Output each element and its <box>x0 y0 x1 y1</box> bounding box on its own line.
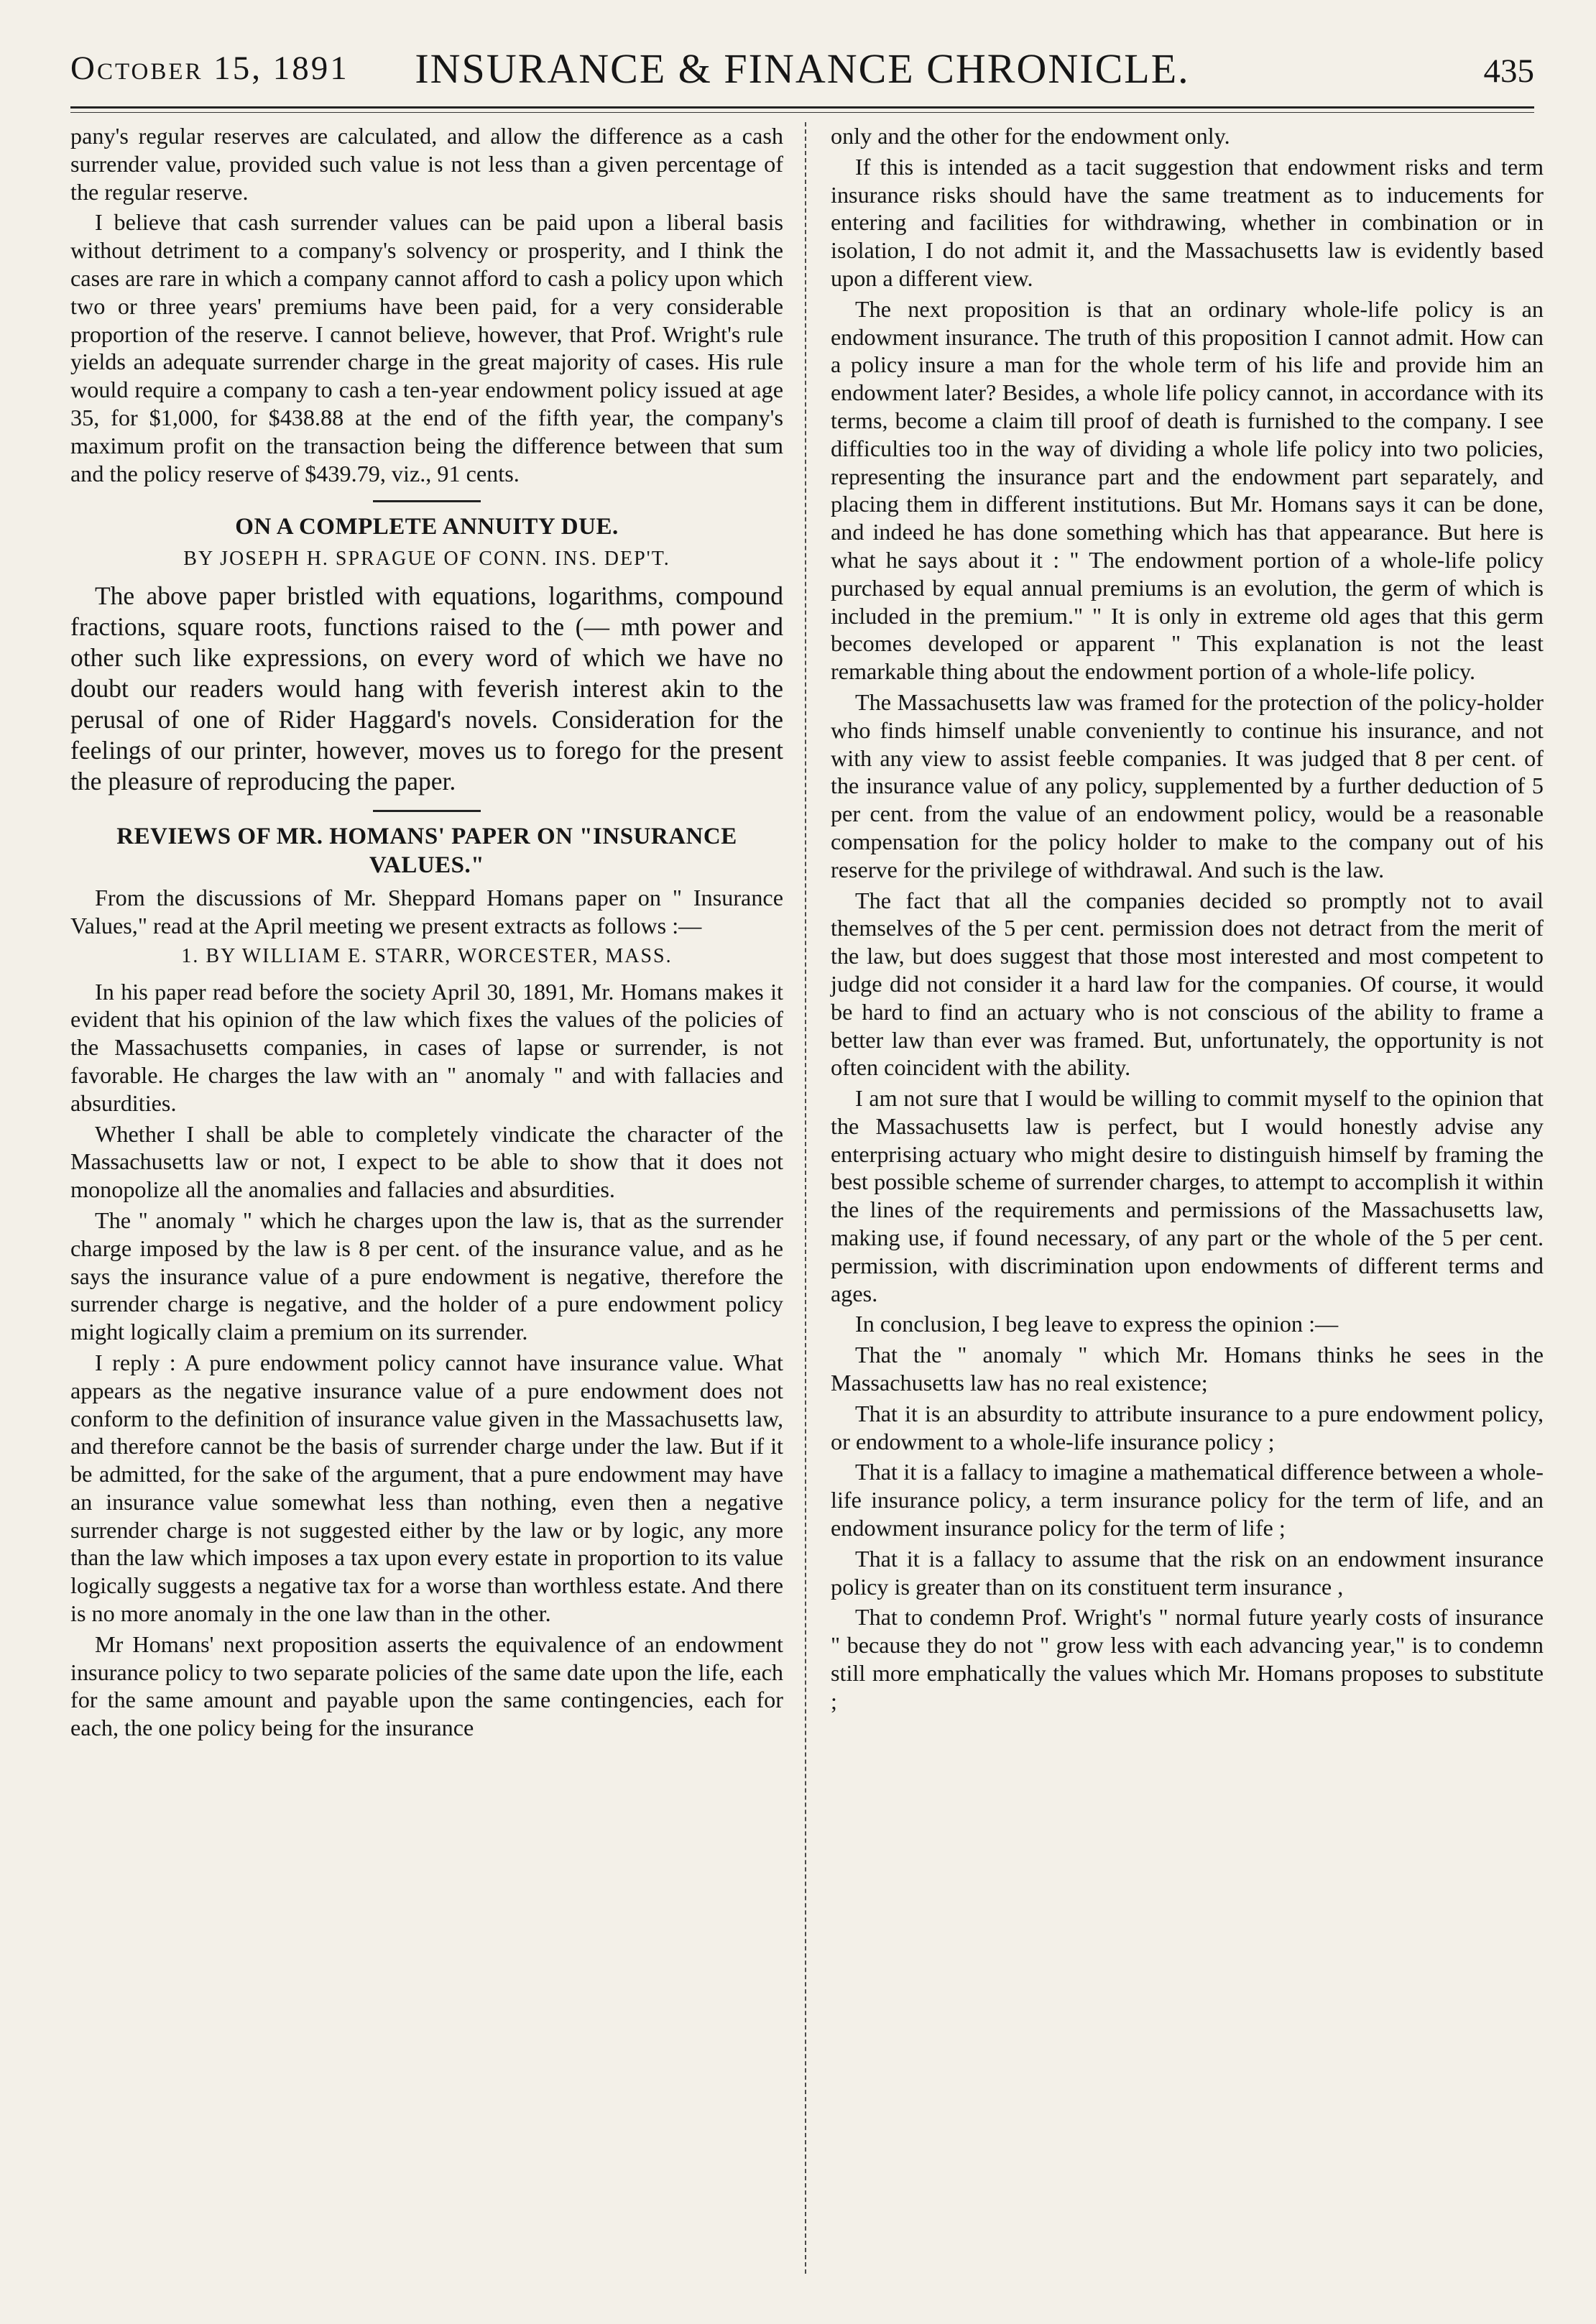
paragraph: The Massachusetts law was framed for the protection of the policy-holder who finds himself unable conveniently to continue his insurance, and not with any view to assist feeble companies. It was judged that 8 per cent. of the insurance value of any policy, supplemented by a further deduction of 5 per cent. from the value of an endowment policy, would be a reasonable compensation for the policy holder to make to the company out of his reserve for the privilege of withdrawal. And such is the law. <box>831 688 1544 882</box>
paragraph: pany's regular reserves are calculated, and allow the difference as a cash surrender value, provided such value is not less than a given percentage of the regular reserve. <box>70 123 783 205</box>
paragraph: I reply : A pure endowment policy cannot have insurance value. What appears as the negative insurance value of a pure endowment does not conform to the definition of insurance value given in the Massachusetts law, and therefore cannot be the basis of surrender charge under the law. But if it be admitted, for the sake of the argument, that a pure endowment may have an insurance value somewhat less than nothing, even then a negative surrender charge is not suggested either by the law or by logic, any more than the law which imposes a tax upon every estate in proportion to its value logically suggests a negative tax for a worse than worthless estate. And there is no more anomaly in the one law than in the other. <box>70 1349 783 1627</box>
paragraph: Whether I shall be able to completely vindicate the character of the Massachusetts law or not, I expect to be able to show that it does not monopolize all the anomalies and fallacies and absurdities. <box>70 1120 783 1203</box>
paragraph: Mr Homans' next proposition asserts the equivalence of an endowment insurance policy to two separate policies of the same date upon the life, each for the same amount and payable upon the same contingencies, each for each, the one policy being for the insurance <box>70 1631 783 1741</box>
paragraph: That to condemn Prof. Wright's " normal future yearly costs of insurance " because they do not " grow less with each advancing year," is to condemn still more emphatically the values which Mr. Homans proposes to substitute ; <box>831 1604 1544 1714</box>
starr-byline: 1. BY WILLIAM E. STARR, WORCESTER, MASS. <box>181 944 673 967</box>
paragraph: The next proposition is that an ordinary whole-life policy is an endowment insurance. The truth of this proposition I cannot admit. How can a policy insure a man for the whole term of his life and provide him an endowment later? Besides, a whole life policy cannot, in accordance with its terms, become a claim till proof of death is furnished to the company. I see difficulties too in the way of dividing a whole life policy into two policies, representing the insurance part and the endowment part separately, and placing them in different institutions. But Mr. Homans says it can be done, and indeed he has done something which has that appearance. But here is what he says about it : " The endowment portion of a whole-life policy purchased by equal annual premiums is an evolution, the germ of which is included in the premium." " It is only in extreme old ages that this germ becomes developed or apparent " This explanation is not the least remarkable thing about the endowment portion of a whole-life policy. <box>831 295 1544 685</box>
page-number: 435 <box>1483 52 1534 90</box>
paragraph: I believe that cash surrender values can be paid upon a liberal basis without detriment to a company's solvency or prosperity, and I think the cases are rare in which a company cannot afford to cash a policy upon which two or three years' premiums have been paid, for a very considerable proportion of the reserve. I cannot believe, however, that Prof. Wright's rule yields an adequate surrender charge in the great majority of cases. His rule would require a company to cash a ten-year endowment policy issued at age 35, for $1,000, for $438.88 at the end of the fifth year, the company's maximum profit on the transaction being the difference between that sum and the policy reserve of $439.79, viz., 91 cents. <box>70 209 783 487</box>
paragraph: The fact that all the companies decided so promptly not to avail themselves of the 5 per cent. permission does not detract from the merit of the law, but does suggest that those most interested and most competent to judge did not consider it a hard law for the companies. Of course, it would be hard to find an actuary who is not conscious of the ability to frame a better law than ever was framed. But, unfortunately, the opportunity is not often coincident with the ability. <box>831 887 1544 1081</box>
left-column <box>70 122 783 2302</box>
paragraph: If this is intended as a tacit suggestion that endowment risks and term insurance risks should have the same treatment as to inducements for entering and facilities for withdrawing, whether in combination or in isolation, I do not admit it, and the Massachusetts law is evidently based upon a different view. <box>831 153 1544 291</box>
paragraph: From the discussions of Mr. Sheppard Homans paper on " Insurance Values," read at the April meeting we present extracts as follows :— <box>70 885 783 939</box>
publication-title: INSURANCE & FINANCE CHRONICLE. <box>415 45 1190 92</box>
section-divider <box>373 810 481 812</box>
masthead-rule <box>70 106 1534 109</box>
paragraph: only and the other for the endowment only. <box>831 123 1230 149</box>
article-columns <box>70 122 1544 2302</box>
annuity-body <box>70 581 783 797</box>
issue-date: October 15, 1891 <box>70 50 349 87</box>
section-heading-reviews: REVIEWS OF MR. HOMANS' PAPER ON "INSURANCE VALUES." <box>116 824 737 879</box>
paragraph: I am not sure that I would be willing to commit myself to the opinion that the Massachusetts law is perfect, but I would honestly advise any enterprising actuary who might desire to distinguish himself by framing the best possible scheme of surrender charges, to attempt to accomplish it within the lines of the requirements and permissions of the Massachusetts law, making use, if found necessary, of any part or the whole of the 5 per cent. permission, with discrimination upon endowments of different terms and ages. <box>831 1085 1544 1306</box>
masthead-rule-thin <box>70 112 1534 113</box>
paragraph: The " anomaly " which he charges upon the law is, that as the surrender charge imposed by the law is 8 per cent. of the insurance value, and as he says the insurance value of a pure endowment is negative, therefore the surrender charge is negative, and the holder of a pure endowment policy might logically claim a premium on its surrender. <box>70 1207 783 1345</box>
section-divider <box>373 500 481 502</box>
masthead <box>70 34 1534 103</box>
section-heading-annuity: ON A COMPLETE ANNUITY DUE. <box>235 514 619 540</box>
paragraph: That it is an absurdity to attribute insurance to a pure endowment policy, or endowment to a whole-life insurance policy ; <box>831 1400 1544 1454</box>
right-column <box>831 122 1544 2302</box>
column-divider <box>805 122 806 2274</box>
annuity-byline: BY JOSEPH H. SPRAGUE OF CONN. INS. DEP'T. <box>183 548 670 571</box>
paragraph: In conclusion, I beg leave to express the opinion :— <box>855 1311 1339 1337</box>
paragraph: That it is a fallacy to imagine a mathematical difference between a whole-life insurance policy, a term insurance policy for the term of life, and an endowment insurance policy for the term of life ; <box>831 1459 1544 1541</box>
paragraph: That it is a fallacy to assume that the risk on an endowment insurance policy is greater than on its constituent term insurance , <box>831 1545 1544 1600</box>
paragraph: That the " anomaly " which Mr. Homans thinks he sees in the Massachusetts law has no real existence; <box>831 1342 1544 1396</box>
paragraph: The above paper bristled with equations, logarithms, compound fractions, square roots, functions raised to the (— mth power and other such like expressions, on every word of which we have no doubt our readers would hang with feverish interest akin to the perusal of one of Rider Haggard's novels. Consideration for the feelings of our printer, however, moves us to forego for the present the pleasure of reproducing the paper. <box>70 581 783 796</box>
paragraph: In his paper read before the society April 30, 1891, Mr. Homans makes it evident that his opinion of the law which fixes the values of the policies of the Massachusetts companies, in cases of lapse or surrender, is not favorable. He charges the law with an " anomaly " and with fallacies and absurdities. <box>70 978 783 1116</box>
